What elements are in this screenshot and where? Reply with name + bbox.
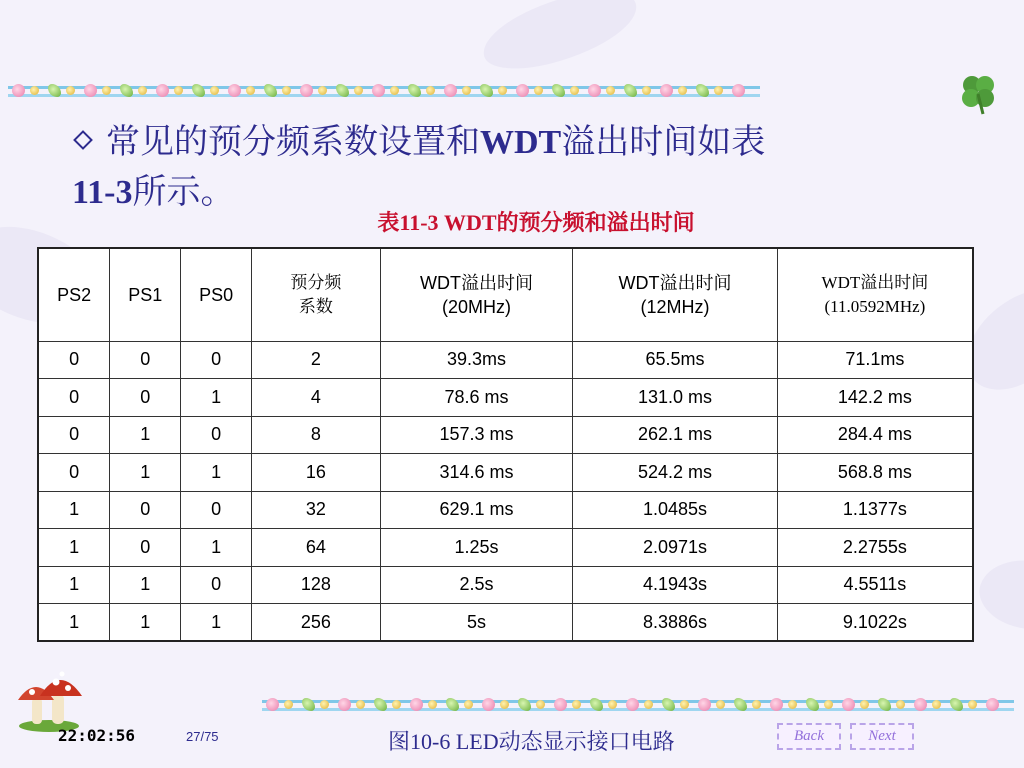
garland-bead	[266, 698, 279, 711]
table-cell: 2.0971s	[573, 529, 778, 567]
table-cell: 4.1943s	[573, 566, 778, 604]
header-cell: WDT溢出时间 (11.0592MHz)	[777, 248, 973, 341]
table-cell: 157.3 ms	[380, 416, 573, 454]
table-cell: 1	[181, 454, 252, 492]
heading-line2-rest: 所示。	[132, 174, 235, 211]
table-row	[38, 604, 973, 642]
table-cell: 256	[252, 604, 381, 642]
garland-bead	[464, 700, 473, 709]
slide-heading	[72, 118, 972, 218]
clock-readout: 22:02:56	[58, 726, 136, 745]
table-header-row	[38, 248, 973, 341]
table-cell: 32	[252, 491, 381, 529]
garland-bead	[534, 86, 543, 95]
next-button[interactable]: Next	[850, 723, 914, 750]
table-cell: 0	[181, 491, 252, 529]
garland-bead	[174, 86, 183, 95]
table-cell: 1	[110, 416, 181, 454]
garland-bead	[716, 700, 725, 709]
table-cell: 0	[38, 416, 110, 454]
table-cell: 1.1377s	[777, 491, 973, 529]
table-row	[38, 341, 973, 379]
header-cell: PS2	[38, 248, 110, 341]
garland-bead	[660, 84, 673, 97]
garland-bead	[968, 700, 977, 709]
table-cell: 8	[252, 416, 381, 454]
table-caption: 表11-3 WDT的预分频和溢出时间	[377, 210, 695, 235]
mushroom-icon	[12, 660, 86, 734]
garland-bead	[318, 86, 327, 95]
table-cell: 9.1022s	[777, 604, 973, 642]
garland-bead	[714, 86, 723, 95]
garland-bead	[300, 84, 313, 97]
garland-bead	[572, 700, 581, 709]
garland-bead	[516, 84, 529, 97]
table-cell: 2	[252, 341, 381, 379]
garland-bead	[284, 700, 293, 709]
clover-icon	[955, 70, 1001, 116]
header-cell: PS0	[181, 248, 252, 341]
table-cell: 128	[252, 566, 381, 604]
garland-bead	[986, 698, 999, 711]
table-cell: 16	[252, 454, 381, 492]
table-cell: 142.2 ms	[777, 379, 973, 417]
garland-bead	[138, 86, 147, 95]
table-cell: 0	[110, 491, 181, 529]
header-cell: PS1	[110, 248, 181, 341]
garland-bead	[444, 84, 457, 97]
table-cell: 1	[110, 604, 181, 642]
garland-bead	[210, 86, 219, 95]
table-cell: 1	[38, 529, 110, 567]
table-cell: 131.0 ms	[573, 379, 778, 417]
bottom-garland-decoration	[262, 694, 1014, 716]
table-cell: 8.3886s	[573, 604, 778, 642]
table-cell: 0	[110, 379, 181, 417]
garland-bead	[462, 86, 471, 95]
table-cell: 0	[181, 566, 252, 604]
table-cell: 1	[181, 529, 252, 567]
background-leaf	[475, 0, 645, 80]
table-cell: 64	[252, 529, 381, 567]
table-cell: 71.1ms	[777, 341, 973, 379]
garland-bead	[608, 700, 617, 709]
table-cell: 568.8 ms	[777, 454, 973, 492]
garland-bead	[770, 698, 783, 711]
garland-bead	[570, 86, 579, 95]
garland-bead	[12, 84, 25, 97]
table-cell: 0	[110, 529, 181, 567]
table-cell: 39.3ms	[380, 341, 573, 379]
garland-bead	[860, 700, 869, 709]
garland-bead	[84, 84, 97, 97]
garland-bead	[642, 86, 651, 95]
table-cell: 0	[110, 341, 181, 379]
garland-bead	[372, 84, 385, 97]
header-cell: WDT溢出时间 (12MHz)	[573, 248, 778, 341]
wdt-timeout-table	[37, 247, 974, 642]
garland-bead	[482, 698, 495, 711]
table-cell: 0	[38, 379, 110, 417]
garland-bead	[228, 84, 241, 97]
garland-bead	[320, 700, 329, 709]
garland-bead	[698, 698, 711, 711]
top-garland-decoration	[8, 80, 760, 102]
table-cell: 284.4 ms	[777, 416, 973, 454]
header-cell: WDT溢出时间 (20MHz)	[380, 248, 573, 341]
garland-bead	[410, 698, 423, 711]
table-cell: 1	[38, 604, 110, 642]
table-cell: 4.5511s	[777, 566, 973, 604]
table-row	[38, 491, 973, 529]
garland-bead	[356, 700, 365, 709]
table-cell: 2.2755s	[777, 529, 973, 567]
garland-bead	[680, 700, 689, 709]
table-cell: 524.2 ms	[573, 454, 778, 492]
table-row	[38, 416, 973, 454]
garland-bead	[678, 86, 687, 95]
table-cell: 0	[38, 341, 110, 379]
garland-bead	[606, 86, 615, 95]
garland-bead	[588, 84, 601, 97]
table-cell: 0	[38, 454, 110, 492]
garland-bead	[354, 86, 363, 95]
garland-bead	[66, 86, 75, 95]
garland-bead	[554, 698, 567, 711]
garland-bead	[752, 700, 761, 709]
garland-bead	[896, 700, 905, 709]
garland-bead	[156, 84, 169, 97]
garland-bead	[788, 700, 797, 709]
table-cell: 1	[181, 379, 252, 417]
garland-bead	[392, 700, 401, 709]
garland-bead	[498, 86, 507, 95]
table-cell: 0	[181, 341, 252, 379]
page-number: 27/75	[186, 729, 219, 744]
garland-bead	[914, 698, 927, 711]
table-cell: 629.1 ms	[380, 491, 573, 529]
table-cell: 1	[181, 604, 252, 642]
garland-bead	[824, 700, 833, 709]
table-cell: 0	[181, 416, 252, 454]
table-cell: 1.25s	[380, 529, 573, 567]
heading-text-part2: 溢出时间如表	[561, 124, 766, 161]
garland-bead	[428, 700, 437, 709]
table-cell: 262.1 ms	[573, 416, 778, 454]
diamond-bullet-icon	[73, 130, 93, 150]
garland-bead	[390, 86, 399, 95]
table-cell: 314.6 ms	[380, 454, 573, 492]
garland-bead	[626, 698, 639, 711]
table-row	[38, 454, 973, 492]
garland-bead	[426, 86, 435, 95]
table-cell: 1	[110, 566, 181, 604]
header-cell: 预分频 系数	[252, 248, 381, 341]
garland-bead	[246, 86, 255, 95]
heading-line2-bold: 11-3	[72, 174, 133, 211]
garland-bead	[30, 86, 39, 95]
table-cell: 4	[252, 379, 381, 417]
table-row	[38, 379, 973, 417]
table-cell: 5s	[380, 604, 573, 642]
back-button[interactable]: Back	[777, 723, 841, 750]
garland-bead	[644, 700, 653, 709]
table-row	[38, 529, 973, 567]
footer-title: 图10-6 LED动态显示接口电路	[388, 729, 675, 754]
table-cell: 78.6 ms	[380, 379, 573, 417]
table-cell: 1	[38, 566, 110, 604]
table-cell: 1	[110, 454, 181, 492]
garland-bead	[500, 700, 509, 709]
garland-bead	[282, 86, 291, 95]
table-cell: 2.5s	[380, 566, 573, 604]
garland-bead	[338, 698, 351, 711]
background-leaf	[971, 545, 1024, 645]
table-row	[38, 566, 973, 604]
garland-bead	[102, 86, 111, 95]
table-cell: 1.0485s	[573, 491, 778, 529]
garland-bead	[732, 84, 745, 97]
table-cell: 65.5ms	[573, 341, 778, 379]
table-cell: 1	[38, 491, 110, 529]
garland-bead	[932, 700, 941, 709]
heading-text-part1: 常见的预分频系数设置和	[106, 124, 480, 161]
garland-bead	[842, 698, 855, 711]
garland-bead	[536, 700, 545, 709]
heading-text-bold: WDT	[480, 124, 562, 161]
